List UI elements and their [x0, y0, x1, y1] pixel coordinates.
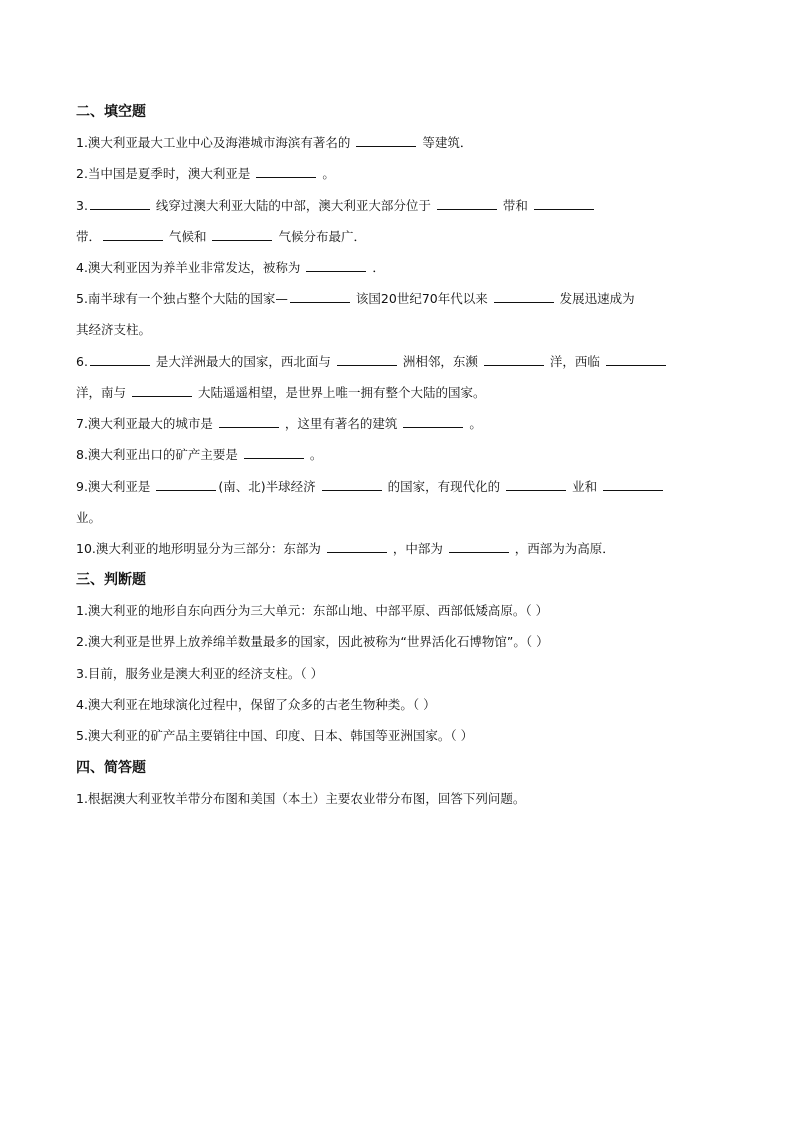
question-2-9-line2: 业。 — [76, 510, 102, 525]
answer-blank[interactable] — [306, 259, 366, 272]
question-2-9-line1: 9.澳大利亚是 (南、北)半球经济 的国家，有现代化的 业和 — [76, 477, 716, 497]
section-heading-short-answer: 四、简答题 — [76, 760, 146, 776]
answer-blank[interactable] — [337, 353, 397, 366]
answer-blank[interactable] — [290, 290, 350, 303]
question-2-6-line2: 洋，南与 大陆遥遥相望，是世界上唯一拥有整个大陆的国家。 — [76, 385, 486, 400]
question-2-1: 1.澳大利亚最大工业中心及海港城市海滨有著名的 等建筑． — [76, 135, 473, 150]
answer-blank[interactable] — [212, 228, 272, 241]
answer-blank[interactable] — [219, 415, 279, 428]
answer-blank[interactable] — [603, 478, 663, 491]
answer-blank[interactable] — [244, 446, 304, 459]
question-2-4: 4.澳大利亚因为养羊业非常发达，被称为 ． — [76, 260, 385, 275]
question-2-5-line1: 5.南半球有一个独占整个大陆的国家— 该国20世纪70年代以来 发展迅速成为 — [76, 291, 635, 306]
answer-blank[interactable] — [90, 197, 150, 210]
question-2-5-line2: 其经济支柱。 — [76, 322, 152, 337]
answer-blank[interactable] — [484, 353, 544, 366]
answer-blank[interactable] — [132, 384, 192, 397]
question-2-3-line1: 3. 线穿过澳大利亚大陆的中部，澳大利亚大部分位于 带和 — [76, 196, 716, 216]
answer-blank[interactable] — [606, 353, 666, 366]
answer-blank[interactable] — [437, 197, 497, 210]
section-heading-fill-in: 二、填空题 — [76, 104, 146, 120]
answer-blank[interactable] — [449, 540, 509, 553]
question-2-6-line1: 6. 是大洋洲最大的国家，西北面与 洲相邻，东濒 洋，西临 — [76, 352, 716, 372]
question-2-3-line2: 带． 气候和 气候分布最广． — [76, 229, 366, 244]
answer-blank[interactable] — [322, 478, 382, 491]
answer-blank[interactable] — [256, 165, 316, 178]
answer-blank[interactable] — [156, 478, 216, 491]
judgment-question-2: 2.澳大利亚是世界上放养绵羊数量最多的国家，因此被称为“世界活化石博物馆”。（ ） — [76, 634, 549, 649]
section-heading-true-false: 三、判断题 — [76, 572, 146, 588]
answer-blank[interactable] — [506, 478, 566, 491]
question-2-7: 7.澳大利亚最大的城市是 ，这里有著名的建筑 。 — [76, 416, 482, 431]
answer-blank[interactable] — [403, 415, 463, 428]
question-2-10: 10.澳大利亚的地形明显分为三部分：东部为 ，中部为 ，西部为为高原． — [76, 541, 615, 556]
judgment-question-5: 5.澳大利亚的矿产品主要销往中国、印度、日本、韩国等亚洲国家。（ ） — [76, 728, 474, 743]
question-2-8: 8.澳大利亚出口的矿产主要是 。 — [76, 447, 323, 462]
short-answer-question-1: 1.根据澳大利亚牧羊带分布图和美国（本土）主要农业带分布图，回答下列问题。 — [76, 791, 526, 806]
answer-blank[interactable] — [103, 228, 163, 241]
judgment-question-4: 4.澳大利亚在地球演化过程中，保留了众多的古老生物种类。（ ） — [76, 697, 436, 712]
judgment-question-1: 1.澳大利亚的地形自东向西分为三大单元：东部山地、中部平原、西部低矮高原。（ ） — [76, 603, 549, 618]
answer-blank[interactable] — [90, 353, 150, 366]
answer-blank[interactable] — [327, 540, 387, 553]
judgment-question-3: 3.目前，服务业是澳大利亚的经济支柱。（ ） — [76, 666, 324, 681]
answer-blank[interactable] — [534, 197, 594, 210]
answer-blank[interactable] — [356, 134, 416, 147]
question-2-2: 2.当中国是夏季时，澳大利亚是 。 — [76, 166, 335, 181]
answer-blank[interactable] — [494, 290, 554, 303]
